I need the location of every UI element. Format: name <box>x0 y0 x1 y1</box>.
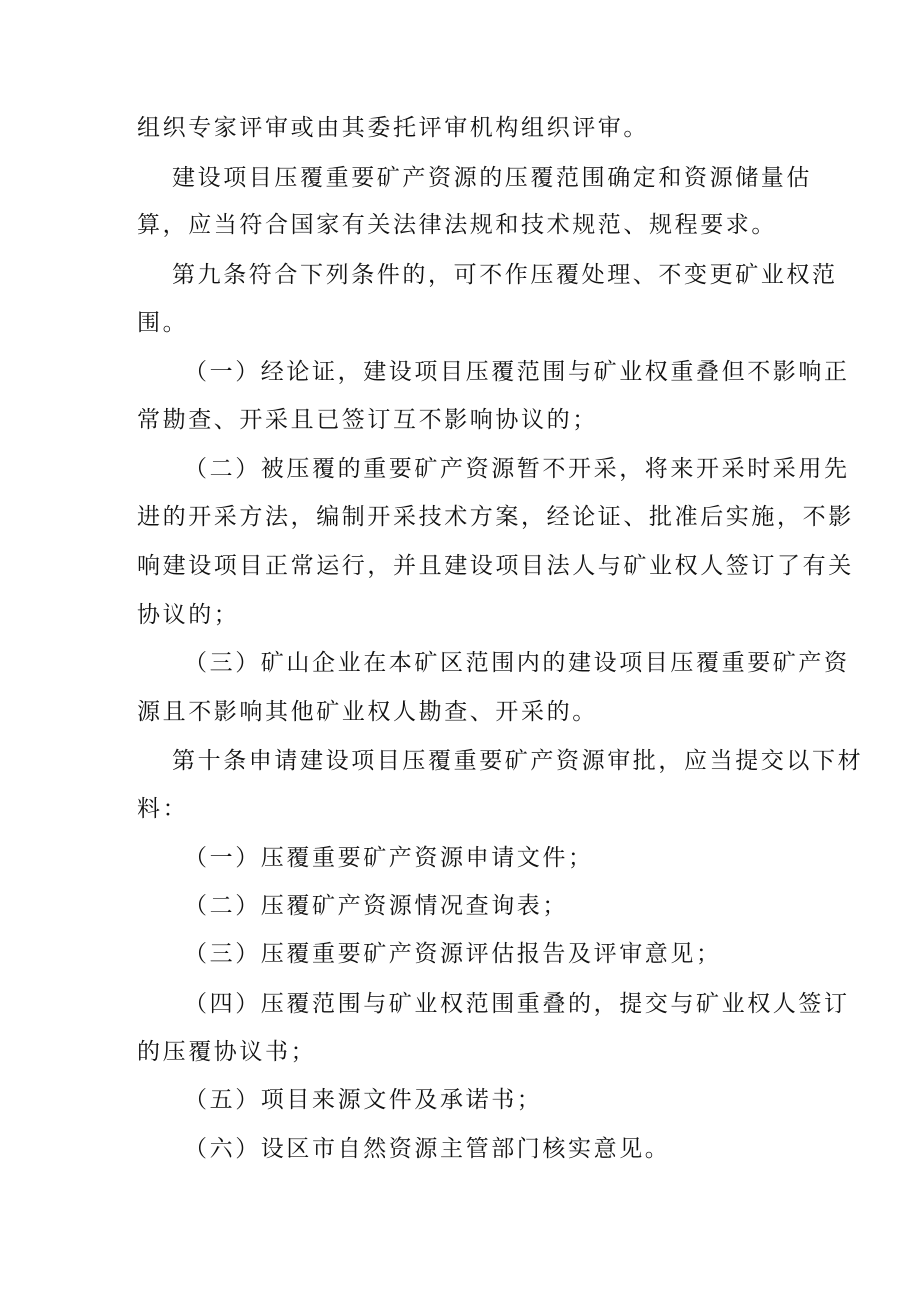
paragraph-line-7: 常勘查、开采且已签订互不影响协议的； <box>137 407 598 433</box>
paragraph-line-20: 的压覆协议书； <box>137 1039 317 1065</box>
list-item-3: （三）矿山企业在本矿区范围内的建设项目压覆重要矿产资 <box>184 650 850 676</box>
list-item-1: （一）经论证，建设项目压覆范围与矿业权重叠但不影响正 <box>184 359 850 385</box>
paragraph-line-9: 进的开采方法，编制开采技术方案，经论证、批准后实施，不影 <box>137 504 854 530</box>
paragraph-line-5: 围。 <box>137 310 189 336</box>
list-item-4: （一）压覆重要矿产资源申请文件； <box>184 845 594 871</box>
list-item-9: （六）设区市自然资源主管部门核实意见。 <box>184 1136 671 1162</box>
article-10-heading: 第十条申请建设项目压覆重要矿产资源审批，应当提交以下材 <box>172 748 864 774</box>
paragraph-line-1: 组织专家评审或由其委托评审机构组织评审。 <box>137 115 649 141</box>
list-item-7: （四）压覆范围与矿业权范围重叠的，提交与矿业权人签订 <box>184 991 850 1017</box>
paragraph-line-2: 建设项目压覆重要矿产资源的压覆范围确定和资源储量估 <box>172 165 812 191</box>
paragraph-line-15: 料： <box>137 796 189 822</box>
paragraph-line-10: 响建设项目正常运行，并且建设项目法人与矿业权人签订了有关 <box>137 553 854 579</box>
list-item-5: （二）压覆矿产资源情况查询表； <box>184 893 568 919</box>
article-9-heading: 第九条符合下列条件的，可不作压覆处理、不变更矿业权范 <box>172 262 838 288</box>
paragraph-line-3: 算，应当符合国家有关法律法规和技术规范、规程要求。 <box>137 212 777 238</box>
list-item-2: （二）被压覆的重要矿产资源暂不开采，将来开采时采用先 <box>184 456 850 482</box>
list-item-8: （五）项目来源文件及承诺书； <box>184 1087 543 1113</box>
list-item-6: （三）压覆重要矿产资源评估报告及评审意见； <box>184 941 722 967</box>
paragraph-line-13: 源且不影响其他矿业权人勘查、开采的。 <box>137 699 598 725</box>
paragraph-line-11: 协议的； <box>137 602 240 628</box>
